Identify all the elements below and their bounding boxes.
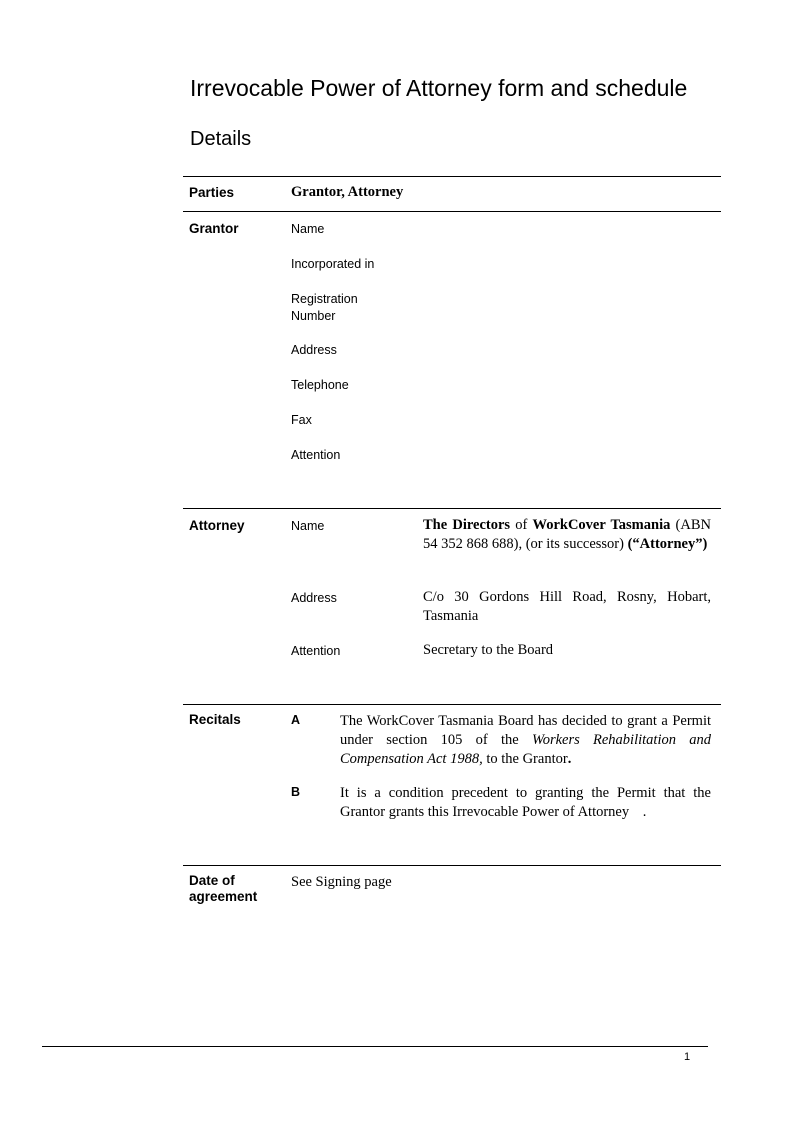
attorney-field-attention: Attention — [291, 644, 341, 658]
divider — [183, 865, 721, 866]
recital-a-letter: A — [291, 713, 301, 727]
attorney-address-value: C/o 30 Gordons Hill Road, Rosny, Hobart, Tasmania — [423, 589, 711, 624]
divider — [183, 211, 721, 212]
page-number: 1 — [684, 1051, 691, 1063]
grantor-field-fax: Fax — [291, 413, 312, 427]
grantor-label: Grantor — [189, 221, 239, 236]
footer-divider — [42, 1046, 708, 1047]
date-of-agreement-label: Date of agreement — [189, 873, 258, 904]
grantor-field-address: Address — [291, 343, 337, 357]
divider — [183, 508, 721, 509]
section-heading: Details — [190, 128, 252, 150]
date-of-agreement-value: See Signing page — [291, 874, 392, 890]
attorney-label: Attorney — [189, 518, 245, 533]
attorney-name-value: The Directors of WorkCover Tasmania (ABN 54 352 868 688), (or its successor) (“Attorney”) — [423, 517, 711, 552]
grantor-field-attention: Attention — [291, 448, 341, 462]
divider — [183, 176, 721, 177]
recital-b-letter: B — [291, 785, 301, 799]
grantor-field-incorporated: Incorporated in — [291, 257, 375, 271]
attorney-field-address: Address — [291, 591, 337, 605]
grantor-field-telephone: Telephone — [291, 378, 349, 392]
attorney-attention-value: Secretary to the Board — [423, 642, 554, 658]
grantor-field-registration: Registration Number — [291, 292, 358, 323]
recitals-label: Recitals — [189, 712, 241, 727]
parties-value: Grantor, Attorney — [291, 184, 404, 200]
document-title: Irrevocable Power of Attorney form and schedule — [190, 75, 688, 101]
grantor-field-name: Name — [291, 222, 325, 236]
recital-a-text: The WorkCover Tasmania Board has decided to grant a Permit under section 105 of the Workers Rehabilitation and Compensation Act 1988, to the Grantor. — [340, 713, 711, 767]
divider — [183, 704, 721, 705]
recital-b-text: It is a condition precedent to granting the Permit that the Grantor grants this Irrevocable Power of Attorney . — [340, 785, 711, 820]
attorney-field-name: Name — [291, 519, 325, 533]
parties-label: Parties — [189, 185, 235, 200]
